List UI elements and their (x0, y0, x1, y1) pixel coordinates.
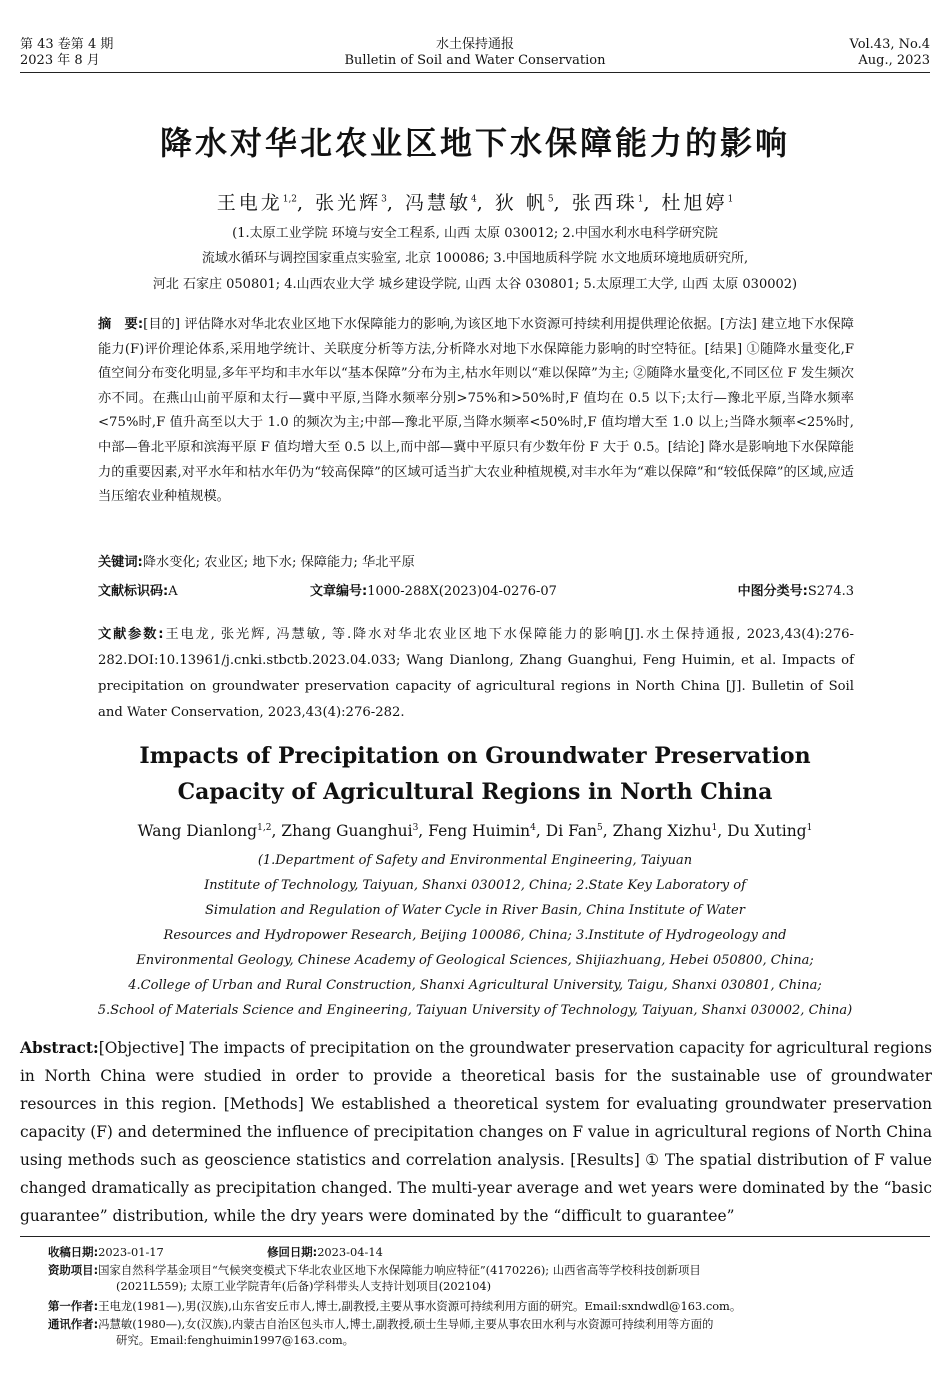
paper-title-en-line1: Impacts of Precipitation on Groundwater Preservation (139, 743, 811, 769)
author-en: Feng Huimin (428, 822, 531, 840)
affiliation-line-en: Institute of Technology, Taiyuan, Shanxi 030012, China; 2.State Key Laboratory of (204, 878, 746, 893)
citation-label: 文献参数: (98, 627, 164, 642)
footnote-rule (20, 1236, 930, 1237)
affiliation-line-cn: 河北 石家庄 050801; 4.山西农业大学 城乡建设学院, 山西 太谷 030801; 5.太原理工大学, 山西 太原 030002) (152, 277, 798, 292)
author-en: Zhang Guanghui (281, 822, 413, 840)
author-sup: 5 (547, 194, 554, 205)
author-cn: 狄 帆 (494, 192, 548, 214)
doc-code-label: 文献标识码: (98, 584, 169, 599)
keywords-label: 关键词: (98, 555, 143, 570)
author-en: Zhang Xizhu (612, 822, 712, 840)
corresponding-label: 通讯作者: (48, 1317, 99, 1331)
affiliation-line-en: 5.School of Materials Science and Engineering, Taiyuan University of Technology, Taiyuan, Shanxi 030002, China) (97, 1003, 853, 1018)
author-cn: 冯慧敏 (404, 192, 471, 214)
affiliation-line-en: (1.Department of Safety and Environmental Engineering, Taiyuan (257, 853, 693, 868)
abstract-cn (98, 313, 854, 510)
author-sup: 1,2 (282, 194, 298, 205)
author-sup: 3 (412, 822, 419, 833)
abstract-en (20, 1034, 932, 1230)
author-sup: 3 (381, 194, 387, 205)
paper-title-en-line2: Capacity of Agricultural Regions in North China (177, 779, 773, 805)
corresponding-text: 冯慧敏(1980—),女(汉族),内蒙古自治区包头市人,博士,副教授,硕士生导师,主要从事农田水利与水资源可持续利用等方面的 (98, 1317, 714, 1331)
affiliation-line-cn: 流域水循环与调控国家重点实验室, 北京 100086; 3.中国地质科学院 水文地质环境地质研究所, (201, 251, 749, 266)
author-cn: 王电龙 (216, 192, 283, 214)
author-sup: 4 (530, 822, 536, 833)
author-sup: 1 (637, 194, 644, 205)
corresponding-text-cont: 研究。Email:fenghuimin1997@163.com。 (116, 1333, 355, 1347)
author-cn: 张光辉 (315, 192, 382, 214)
author-sup: 5 (597, 822, 603, 833)
author-list-en: Wang Dianlong$^{1,2}$, Zhang Guanghui$^3$, Feng Huimin$^4$, Di Fan$^5$, Zhang Xizhu$^1$, Du Xuting$^1$ (137, 822, 813, 840)
journal-name (0, 37, 950, 69)
issue-volume: 第 43 卷第 4 期 (20, 37, 114, 52)
author-cn: 杜旭婷 (661, 192, 728, 214)
abstract-cn-label: 摘 要: (98, 317, 144, 332)
funding-label: 资助项目: (48, 1263, 99, 1277)
journal-name-cn: 水土保持通报 (435, 37, 514, 52)
issue-date: 2023 年 8 月 (20, 53, 100, 68)
citation-block (98, 622, 854, 726)
paper-title-cn: 降水对华北农业区地下水保障能力的影响 (159, 124, 790, 162)
footnote-first-author (48, 1298, 932, 1314)
received-date: 2023-01-17 (98, 1245, 164, 1259)
author-en: Di Fan (545, 822, 598, 840)
affiliation-line-en: Simulation and Regulation of Water Cycle in River Basin, China Institute of Water (205, 903, 745, 918)
keywords-cn (98, 551, 415, 570)
revised-label: 修回日期: (267, 1245, 318, 1259)
affiliation-line-en: 4.College of Urban and Rural Construction, Shanxi Agricultural University, Taigu, Shanxi 030801, China; (128, 978, 822, 993)
author-sup: 1 (727, 194, 734, 205)
affiliation-line-en: Environmental Geology, Chinese Academy of Geological Sciences, Shijiazhuang, Hebei 050800, China; (136, 953, 814, 968)
funding-text-cont: (2021L559); 太原工业学院青年(后备)学科带头人支持计划项目(202104) (116, 1279, 492, 1293)
author-en: Du Xuting (727, 822, 807, 840)
footnote-funding (48, 1262, 932, 1294)
author-sup: 1 (806, 822, 813, 833)
footnote-dates (48, 1244, 932, 1260)
first-author-text: 王电龙(1981—),男(汉族),山东省安丘市人,博士,副教授,主要从事水资源可持续利用方面的研究。Email:sxndwdl@163.com。 (98, 1299, 742, 1313)
funding-text: 国家自然科学基金项目“气候突变模式下华北农业区地下水保障能力响应特征”(4170226); 山西省高等学校科技创新项目 (98, 1263, 701, 1277)
clc-code: S274.3 (807, 584, 854, 599)
revised-date: 2023-04-14 (317, 1245, 383, 1259)
author-list-cn: 王电龙$^{1,2}$, 张光辉$^3$, 冯慧敏$^4$, 狄 帆$^5$, 张西珠$^1$, 杜旭婷$^1$ (216, 192, 734, 214)
author-sup: 1,2 (257, 822, 272, 833)
paper-title-en (0, 738, 950, 810)
doc-code: A (168, 584, 178, 599)
citation-text: 王电龙, 张光辉, 冯慧敏, 等.降水对华北农业区地下水保障能力的影响[J].水土保持通报, 2023,43(4):276-282.DOI:10.13961/j.cnki.stbctb.2023.04.033; Wang Dianlong, Zhang Guanghui, Feng Huimin, et al. Impacts of precipitation on groundwater preservation capacity of agricultural regions in North China [J]. Bulletin of Soil and Water Conservation, 2023,43(4):276-282. (98, 627, 854, 720)
author-sup: 1 (711, 822, 718, 833)
journal-name-en: Bulletin of Soil and Water Conservation (344, 53, 606, 68)
footnote-corresponding (48, 1316, 932, 1348)
affiliation-line-en: Resources and Hydropower Research, Beijing 100086, China; 3.Institute of Hydrogeology and (163, 928, 787, 943)
abstract-cn-text: [目的] 评估降水对华北农业区地下水保障能力的影响,为该区地下水资源可持续利用提供理论依据。[方法] 建立地下水保障能力(F)评价理论体系,采用地学统计、关联度分析等方法,分析降水对地下水保障能力影响的时空特征。[结果] ①随降水量变化,F 值空间分布变化明显,多年平均和丰水年以“基本保障”分布为主,枯水年则以“难以保障”为主; ②随降水量变化,不同区位 F 发生频次亦不同。在燕山山前平原和太行—冀中平原,当降水频率分别>75%和>50%时,F 值均在 0.5 以下;太行—豫北平原,当降水频率<75%时,F 值升高至以大于 1.0 的频次为主;中部—豫北平原,当降水频率<50%时,F 值均增大至 1.0 以上;当降水频率<25%时,中部—鲁北平原和滨海平原 F 值均增大至 0.5 以上,而中部—冀中平原只有少数年份 F 大于 0.5。[结论] 降水是影响地下水保障能力的重要因素,对平水年和枯水年仍为“较高保障”的区域可适当扩大农业种植规模,对丰水年为“难以保障”和“较低保障”的区域,应适当压缩农业种植规模。 (98, 317, 854, 505)
received-label: 收稿日期: (48, 1245, 99, 1259)
author-cn: 张西珠 (571, 192, 638, 214)
first-author-label: 第一作者: (48, 1299, 99, 1313)
abstract-en-text: [Objective] The impacts of precipitation on the groundwater preservation capacity for agricultural regions in North China were studied in order to provide a theoretical basis for the sustainable use of groundwater resources in this region. [Methods] We established a theoretical system for evaluating groundwater preservation capacity (F) and determined the influence of precipitation changes on F value in agricultural regions of North China using methods such as geoscience statistics and correlation analysis. [Results] ① The spatial distribution of F value changed dramatically as precipitation changed. The multi-year average and wet years were dominated by the “basic guarantee” distribution, while the dry years were dominated by the “difficult to guarantee” (20, 1039, 932, 1225)
journal-volume (850, 37, 931, 69)
abstract-en-label: Abstract: (20, 1039, 99, 1057)
author-en: Wang Dianlong (137, 822, 258, 840)
header-rule (20, 72, 930, 73)
article-no: 1000-288X(2023)04-0276-07 (367, 584, 557, 599)
volume-date: Aug., 2023 (858, 53, 930, 68)
article-no-label: 文章编号: (310, 584, 368, 599)
clc-label: 中图分类号: (737, 584, 808, 599)
keywords-text: 降水变化; 农业区; 地下水; 保障能力; 华北平原 (142, 555, 415, 570)
author-sup: 4 (471, 194, 477, 205)
affiliation-line-cn: (1.太原工业学院 环境与安全工程系, 山西 太原 030012; 2.中国水利水电科学研究院 (232, 226, 718, 241)
volume-number: Vol.43, No.4 (849, 37, 930, 52)
